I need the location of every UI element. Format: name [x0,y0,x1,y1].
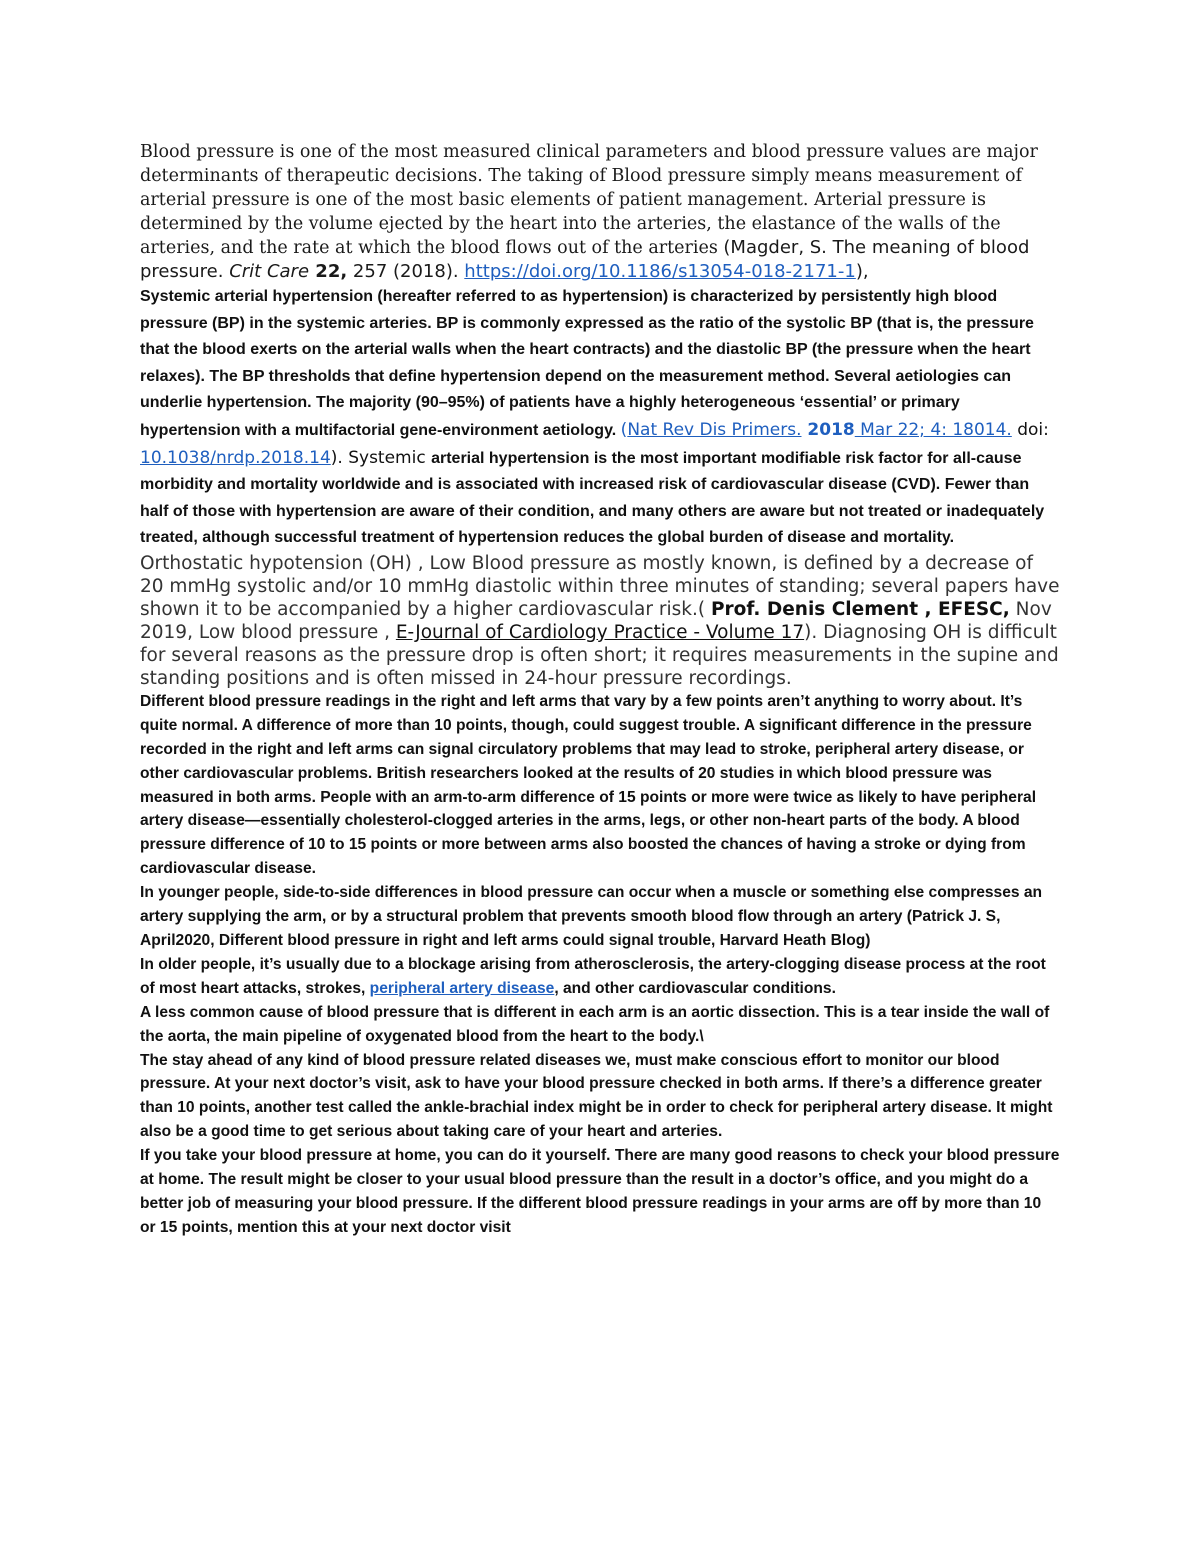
journal-link-nat-rev[interactable]: Nat Rev Dis Primers. [627,419,802,440]
document-body [140,140,1060,1240]
paragraph-hypertension: Systemic arterial hypertension (hereafter referred to as hypertension) is characterized by persistently high blood pressure (BP) in the systemic arteries. BP is commonly expressed as the ratio of the systolic BP (that is, the pressure that the blood exerts on the arterial walls when the heart contracts) and the diastolic BP (the pressure when the heart relaxes). The BP thresholds that define hypertension depend on the measurement method. Several aetiologies can underlie hypertension. The majority (90–95%) of patients have a highly heterogeneous ‘essential’ or primary hypertension with a multifactorial gene-environment aetiology. (Nat Rev Dis Primers. 2018 Mar 22; 4: 18014. doi: 10.1038/nrdp.2018.14). Systemic arterial hypertension is the most important modifiable risk factor for all-cause morbidity and mortality worldwide and is associated with increased risk of cardiovascular disease (CVD). Fewer than half of those with hypertension are aware of their condition, and many others are aware but not treated or inadequately treated, although successful treatment of hypertension reduces the global burden of disease and mortality. [140,288,1049,547]
paragraph-monitoring: The stay ahead of any kind of blood pressure related diseases we, must make conscious effort to monitor our blood pressure. At your next doctor’s visit, ask to have your blood pressure checked in both arms. If there’s a difference greater than 10 points, another test called the ankle-brachial index might be in order to check for peripheral artery disease. It might also be a good time to get serious about taking care of your heart and arteries. [140,1051,1053,1141]
paragraph-orthostatic-hypotension: Orthostatic hypotension (OH) , Low Blood pressure as mostly known, is defined by a decrease of 20 mmHg systolic and/or 10 mmHg diastolic within three minutes of standing; several papers have shown it to be accompanied by a higher cardiovascular risk.( Prof. Denis Clement , EFESC, Nov 2019, Low blood pressure , E-Journal of Cardiology Practice - Volume 17). Diagnosing OH is difficult for several reasons as the pressure drop is often short; it requires measurements in the supine and standing positions and is often missed in 24-hour pressure recordings. [140,552,1060,689]
paragraph-arm-differences: Different blood pressure readings in the right and left arms that vary by a few points aren’t anything to worry about. It’s quite normal. A difference of more than 10 points, though, could suggest trouble. A significant difference in the pressure recorded in the right and left arms can signal circulatory problems that may lead to stroke, peripheral artery disease, or other cardiovascular problems. British researchers looked at the results of 20 studies in which blood pressure was measured in both arms. People with an arm-to-arm difference of 15 points or more were twice as likely to have peripheral artery disease—essentially cholesterol-clogged arteries in the arms, legs, or other non-heart parts of the body. A blood pressure difference of 10 to 15 points or more between arms also boosted the chances of having a stroke or dying from cardiovascular disease. [140,692,1037,878]
doi-link-nrdp[interactable]: 10.1038/nrdp.2018.14 [140,447,331,468]
paragraph-younger-people: In younger people, side-to-side differences in blood pressure can occur when a muscle or something else compresses an artery supplying the arm, or by a structural problem that prevents smooth blood flow through an artery (Patrick J. S, April2020, Different blood pressure in right and left arms could signal trouble, Harvard Heath Blog) [140,884,1043,949]
paragraph-aortic-dissection: A less common cause of blood pressure that is different in each arm is an aortic dissection. This is a tear inside the wall of the aorta, the main pipeline of oxygenated blood from the heart to the body.\ [140,1003,1050,1045]
citation-year: 2018 [801,419,855,440]
citation-volume: 22, [309,261,348,282]
paragraph-blood-pressure-intro: Blood pressure is one of the most measured clinical parameters and blood pressure values are major determinants of therapeutic decisions. The taking of Blood pressure simply means measurement of arterial pressure is one of the most basic elements of patient management. Arterial pressure is determined by the volume ejected by the heart into the arteries, the elastance of the walls of the arteries, and the rate at which the blood flows out of the arteries (Magder, S. The meaning of blood pressure. Crit Care 22, 257 (2018). https://doi.org/10.1186/s13054-018-2171-1), [140,142,1038,282]
citation-journal: Crit Care [229,261,310,282]
citation-date-link[interactable]: Mar 22; 4: 18014. [854,419,1012,440]
journal-link-cardiology-practice[interactable]: E-Journal of Cardiology Practice - Volume 17 [395,621,805,643]
peripheral-artery-disease-link[interactable]: peripheral artery disease [369,979,555,997]
paragraph-older-people: In older people, it’s usually due to a blockage arising from atherosclerosis, the artery-clogging disease process at the root of most heart attacks, strokes, peripheral artery disease, and other cardiovascular conditions. [140,955,1046,997]
citation-magder: (Magder, S. The meaning of blood pressure. [140,237,1030,282]
doi-link-magder[interactable]: https://doi.org/10.1186/s13054-018-2171-1 [464,261,856,282]
citation-author: Prof. Denis Clement , EFESC, [710,598,1010,620]
paragraph-home-measurement: If you take your blood pressure at home, you can do it yourself. There are many good reasons to check your blood pressure at home. The result might be closer to your usual blood pressure than the result in a doctor’s office, and you might do a better job of measuring your blood pressure. If the different blood pressure readings in your arms are off by more than 10 or 15 points, mention this at your next doctor visit [140,1147,1060,1236]
